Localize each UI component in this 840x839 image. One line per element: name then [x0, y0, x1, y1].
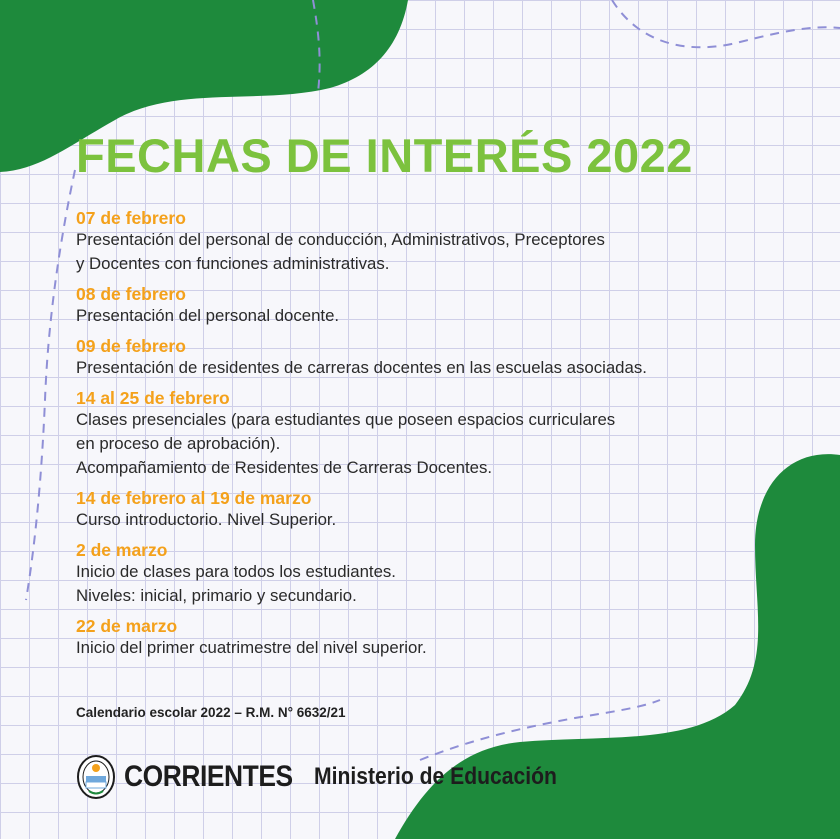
event-date: 22 de marzo: [76, 616, 178, 636]
province-name: CORRIENTES: [124, 760, 293, 793]
event-description-line: Presentación del personal de conducción, Administrativos, Preceptores: [76, 230, 605, 249]
dashed-curve-top: [612, 0, 840, 47]
event-description-line: Niveles: inicial, primario y secundario.: [76, 586, 357, 605]
provincial-coat-of-arms-icon: [76, 754, 116, 800]
event-date: 07 de febrero: [76, 208, 186, 228]
branding-logo: [76, 752, 316, 802]
event-item: [76, 208, 776, 276]
event-description-line: Clases presenciales (para estudiantes que poseen espacios curriculares: [76, 410, 616, 429]
event-description-line: Acompañamiento de Residentes de Carreras Docentes.: [76, 458, 493, 477]
event-date: 09 de febrero: [76, 336, 186, 356]
event-item: [76, 488, 776, 532]
event-description-line: y Docentes con funciones administrativas.: [76, 254, 390, 273]
page-title: FECHAS DE INTERÉS 2022: [76, 129, 693, 182]
event-description-line: en proceso de aprobación).: [76, 434, 281, 453]
event-date: 08 de febrero: [76, 284, 186, 304]
ministry-name: Ministerio de Educación: [314, 763, 557, 790]
event-item: [76, 284, 776, 328]
event-list: [76, 208, 776, 660]
event-item: [76, 616, 776, 660]
event-item: [76, 540, 776, 608]
event-description-line: Curso introductorio. Nivel Superior.: [76, 510, 337, 529]
event-date: 2 de marzo: [76, 540, 168, 560]
event-item: [76, 388, 776, 480]
event-item: [76, 336, 776, 380]
event-description-line: Inicio del primer cuatrimestre del nivel superior.: [76, 638, 427, 657]
event-date: 14 de febrero al 19 de marzo: [76, 488, 312, 508]
calendar-reference: Calendario escolar 2022 – R.M. N° 6632/21: [76, 705, 346, 720]
event-description-line: Presentación del personal docente.: [76, 306, 340, 325]
event-description-line: Presentación de residentes de carreras docentes en las escuelas asociadas.: [76, 358, 647, 377]
event-date: 14 al 25 de febrero: [76, 388, 230, 408]
event-description-line: Inicio de clases para todos los estudiantes.: [76, 562, 396, 581]
dashed-curve-left: [26, 170, 75, 600]
